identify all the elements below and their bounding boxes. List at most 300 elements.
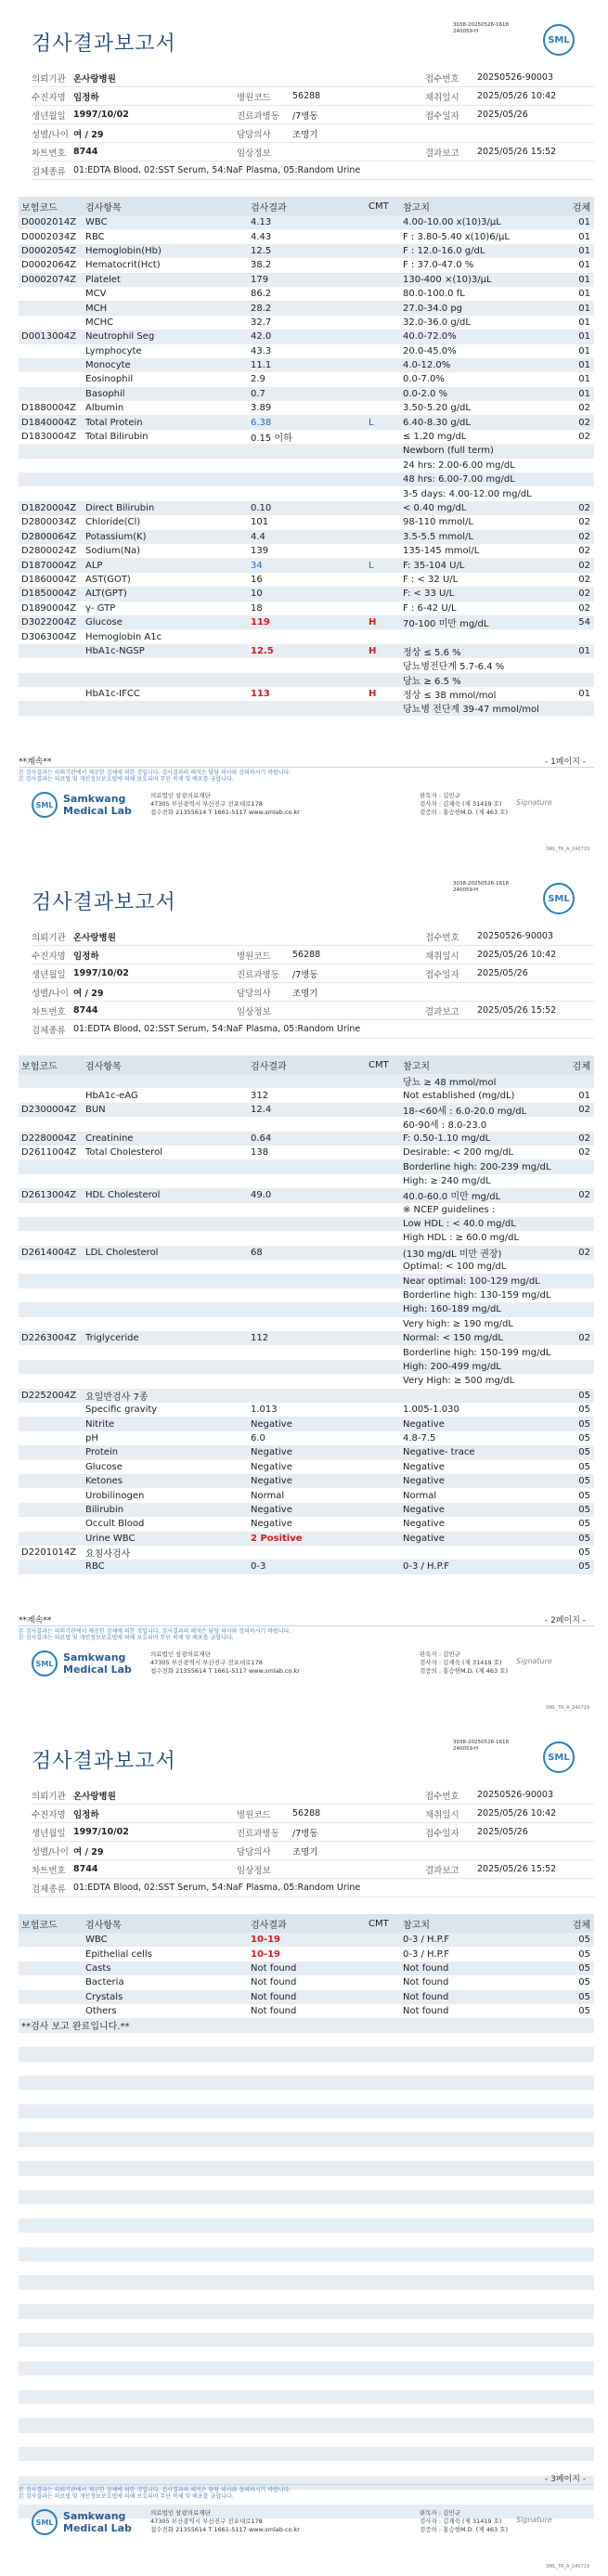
cell-code: D1850004Z [21, 589, 77, 600]
cell-item: Total Bilirubin [85, 432, 149, 443]
cell-ref: 0.0-7.0% [403, 374, 445, 385]
cell-spec: 02 [578, 1333, 590, 1344]
empty-row [19, 2418, 594, 2432]
cell-spec: 05 [578, 1461, 590, 1472]
table-row [19, 459, 594, 472]
recv-value: 2025/05/26 [477, 110, 528, 120]
table-row [19, 1246, 594, 1260]
table-row [19, 344, 594, 358]
table-body [19, 1074, 594, 1574]
dob-value: 1997/10/02 [73, 1827, 129, 1837]
cell-item: Casts [85, 1962, 111, 1974]
cell-item: Monocyte [85, 360, 131, 371]
empty-row [19, 2132, 594, 2146]
table-row [19, 287, 594, 301]
staff-list: 판독자 : 김민규 검사자 : 김재숙 (제 31419 호) 검증의 : 홍승헌M.D. (제 463 호) [420, 792, 508, 816]
cell-ref: 4.8-7.5 [403, 1432, 436, 1443]
cell-spec: 54 [578, 617, 590, 628]
col-item: 검사항목 [85, 1920, 122, 1931]
cell-spec: 02 [578, 1190, 590, 1201]
cell-result: Normal [251, 1490, 285, 1501]
cell-item: WBC [85, 1935, 108, 1946]
cell-result: Negative [251, 1418, 292, 1430]
cell-ref: Negative [403, 1533, 445, 1544]
cell-ref: High: 200-499 mg/dL [403, 1362, 501, 1372]
collect-value: 2025/05/26 10:42 [477, 950, 557, 960]
cell-ref: Negative [403, 1519, 445, 1530]
cell-result: 4.4 [251, 531, 265, 542]
cell-ref: Not found [403, 1977, 449, 1988]
cell-ref: High HDL : ≥ 60.0 mg/dL [403, 1233, 520, 1244]
cell-result: Negative [251, 1461, 292, 1472]
cell-item: ALT(GPT) [85, 589, 127, 600]
staff-list: 판독자 : 김민규 검사자 : 김재숙 (제 31419 호) 검증의 : 홍승헌M.D. (제 463 호) [420, 1650, 508, 1675]
col-cmt: CMT [369, 1918, 389, 1929]
cell-spec: 05 [578, 1977, 590, 1988]
cell-item: AST(GOT) [85, 574, 131, 585]
hospital-label: 의뢰기관 [32, 932, 66, 943]
cell-spec: 01 [578, 1090, 590, 1101]
cell-spec: 05 [578, 1533, 590, 1544]
empty-row [19, 2347, 594, 2361]
report-value: 2025/05/26 15:52 [477, 147, 557, 157]
cell-result: 43.3 [251, 345, 272, 356]
footer [19, 789, 594, 826]
cell-result: 113 [251, 689, 270, 700]
cell-item: Eosinophil [85, 374, 134, 385]
cell-result: Negative [251, 1519, 292, 1530]
cell-ref: 70-100 미만 mg/dL [403, 619, 489, 630]
table-header [19, 1914, 594, 1933]
company-address: 의료법인 삼광의료재단 47305 부산광역시 부산진구 전포대로178 접수전화 21355614 T 1661-5117 www.smlab.co.kr [150, 1650, 300, 1675]
table-row [19, 229, 594, 243]
cell-code: D1830004Z [21, 432, 77, 443]
results-table [19, 197, 594, 716]
recv-label: 접수일자 [425, 1828, 459, 1839]
empty-row [19, 2319, 594, 2333]
table-row [19, 1203, 594, 1217]
empty-row [19, 2261, 594, 2275]
cell-result: 3.89 [251, 403, 272, 414]
col-ref: 참고치 [403, 202, 430, 214]
exam-value: 01:EDTA Blood, 02:SST Serum, 54:NaF Plasma, 05:Random Urine [73, 165, 361, 175]
sample-code: 3038-20250526-1618 240059-H [453, 881, 509, 893]
col-code: 보험코드 [21, 1920, 58, 1931]
exam-value: 01:EDTA Blood, 02:SST Serum, 54:NaF Plasma, 05:Random Urine [73, 1024, 361, 1034]
table-row [19, 1331, 594, 1345]
acc-value: 20250526-90003 [477, 72, 554, 83]
cell-result: 11.1 [251, 360, 272, 371]
cell-spec: 01 [578, 360, 590, 371]
cell-ref: ≤ 1.20 mg/dL [403, 432, 467, 443]
dept-value: /7병동 [292, 1828, 318, 1839]
page-title: 검사결과보고서 [32, 891, 176, 914]
empty-row [19, 2118, 594, 2132]
cell-item: Hematocrit(Hct) [85, 260, 161, 271]
acc-label: 접수번호 [425, 73, 459, 84]
table-row [19, 1990, 594, 2004]
footer [19, 1648, 594, 1685]
cell-ref: High: 160-189 mg/dL [403, 1304, 501, 1315]
table-row [19, 673, 594, 687]
cell-spec: 02 [578, 403, 590, 414]
footer-logo: SML [32, 792, 58, 818]
hospital-label: 의뢰기관 [32, 1791, 66, 1802]
cell-result: 0.15 이하 [251, 434, 292, 445]
cell-item: Chloride(Cl) [85, 517, 141, 528]
cell-result: 10 [251, 589, 263, 600]
cell-ref: F : 6-42 U/L [403, 602, 457, 614]
table-row [19, 215, 594, 229]
cell-ref: Not established (mg/dL) [403, 1090, 515, 1101]
col-result: 검사결과 [251, 1061, 287, 1072]
empty-row [19, 2290, 594, 2304]
cell-spec: 05 [578, 1432, 590, 1443]
doctor-value: 조명기 [292, 988, 318, 999]
cell-ref: 3.50-5.20 g/dL [403, 403, 471, 414]
cell-item: Protein [85, 1447, 119, 1458]
cell-spec: 01 [578, 217, 590, 228]
cell-ref: 135-145 mmol/L [403, 546, 480, 557]
sexage-label: 성별/나이 [32, 129, 69, 140]
cell-item: Others [85, 2006, 117, 2017]
empty-row [19, 2219, 594, 2233]
cell-result: Not found [251, 1977, 297, 1988]
cell-ref: 24 hrs: 2.00-6.00 mg/dL [403, 460, 515, 471]
empty-row [19, 2390, 594, 2404]
cell-ref: 정상 ≤ 5.6 % [403, 647, 461, 658]
exam-label: 검체종류 [32, 1025, 66, 1036]
cell-result: 42.0 [251, 331, 272, 343]
name-label: 수진자명 [32, 92, 66, 103]
table-row [19, 358, 594, 372]
cell-item: Sodium(Na) [85, 546, 141, 557]
cell-ref: F : < 32 U/L [403, 574, 459, 585]
clinical-label: 임상정보 [237, 148, 271, 159]
report-page-1 [0, 0, 608, 859]
cell-item: HbA1c-NGSP [85, 645, 145, 656]
cell-spec: 05 [578, 1948, 590, 1960]
cell-ref: 18-<60세 : 6.0-20.0 mg/dL [403, 1106, 527, 1117]
col-ref: 참고치 [403, 1920, 430, 1931]
cell-ref: 3.5-5.5 mmol/L [403, 531, 473, 542]
cell-ref: ※ NCEP guidelines : [403, 1204, 496, 1215]
doctor-label: 담당의사 [237, 129, 271, 140]
table-row [19, 1560, 594, 1573]
cell-spec: 01 [578, 245, 590, 256]
cell-ref: 0.0-2.0 % [403, 388, 448, 399]
cell-code: D0002074Z [21, 274, 77, 285]
dob-value: 1997/10/02 [73, 110, 129, 120]
cell-ref: (130 mg/dL 미만 권장) [403, 1249, 502, 1260]
sml-logo: SML [543, 24, 575, 56]
dept-value: /7병동 [292, 969, 318, 980]
report-label: 결과보고 [425, 148, 459, 159]
cell-code: D2300004Z [21, 1104, 77, 1115]
table-row [19, 1260, 594, 1274]
disclaimer: 본 검사결과는 의뢰기관에서 제공한 검체에 의한 것입니다. 검사결과의 해석은 담당 의사와 상의하시기 바랍니다. 본 검사결과는 의료법 및 개인정보보호법에 의해 보호되며 무단 복제 및 배포를 금합니다. [19, 2484, 594, 2503]
company-name: Samkwang Medical Lab [63, 793, 132, 817]
table-row [19, 1417, 594, 1430]
chartno-value: 8744 [73, 1005, 98, 1016]
table-row [19, 544, 594, 558]
table-row [19, 1302, 594, 1316]
table-row [19, 1103, 594, 1117]
doctor-label: 담당의사 [237, 1846, 271, 1858]
sample-code: 3038-20250526-1618 240059-H [453, 22, 509, 34]
cell-ref: 32.0-36.0 g/dL [403, 317, 471, 328]
cell-spec: 05 [578, 1519, 590, 1530]
table-header [19, 1055, 594, 1074]
cell-spec: 05 [578, 1447, 590, 1458]
cell-ref: Very High: ≥ 500 mg/dL [403, 1376, 515, 1387]
cell-result: 12.5 [251, 245, 272, 256]
cell-code: D1860004Z [21, 574, 77, 585]
cell-spec: 02 [578, 1133, 590, 1144]
acc-label: 접수번호 [425, 932, 459, 943]
table-row [19, 1403, 594, 1417]
table-row [19, 1546, 594, 1560]
table-row [19, 1274, 594, 1288]
cell-ref: Optimal: < 100 mg/dL [403, 1262, 507, 1273]
results-table [19, 1055, 594, 1574]
table-row [19, 1374, 594, 1388]
table-row [19, 1159, 594, 1173]
cell-item: Glucose [85, 1461, 123, 1472]
cell-spec: 01 [578, 289, 590, 300]
cell-result: 0.7 [251, 388, 265, 399]
cell-spec: 01 [578, 274, 590, 285]
cell-item: MCV [85, 289, 107, 300]
cell-spec: 02 [578, 1247, 590, 1258]
cell-item: Lymphocyte [85, 345, 142, 356]
company-address: 의료법인 삼광의료재단 47305 부산광역시 부산진구 전포대로178 접수전화 21355614 T 1661-5117 www.smlab.co.kr [150, 2509, 300, 2533]
cell-result: 10-19 [251, 1935, 280, 1946]
table-row [19, 2004, 594, 2018]
table-row [19, 1389, 594, 1403]
signature: Signature [516, 1657, 552, 1665]
exam-value: 01:EDTA Blood, 02:SST Serum, 54:NaF Plasma, 05:Random Urine [73, 1883, 361, 1893]
cell-code: D2800034Z [21, 517, 77, 528]
cell-item: MCH [85, 303, 108, 314]
disclaimer: 본 검사결과는 의뢰기관에서 제공한 검체에 의한 것입니다. 검사결과의 해석은 담당 의사와 상의하시기 바랍니다. 본 검사결과는 의료법 및 개인정보보호법에 의해 보호되며 무단 복제 및 배포를 금합니다. [19, 767, 594, 785]
cell-spec: 05 [578, 1405, 590, 1416]
cell-item: HbA1c-IFCC [85, 689, 140, 700]
table-row [19, 387, 594, 401]
cell-ref: Not found [403, 1962, 449, 1974]
cell-item: pH [85, 1432, 98, 1443]
empty-row [19, 2147, 594, 2161]
table-row [19, 1317, 594, 1331]
cell-ref: Normal: < 150 mg/dL [403, 1333, 503, 1344]
company-address: 의료법인 삼광의료재단 47305 부산광역시 부산진구 전포대로178 접수전화 21355614 T 1661-5117 www.smlab.co.kr [150, 792, 300, 816]
table-row [19, 1474, 594, 1488]
table-row [19, 258, 594, 272]
cell-code: D2800024Z [21, 546, 77, 557]
dept-label: 진료과병동 [237, 969, 279, 980]
cell-spec: 01 [578, 331, 590, 343]
table-row [19, 1460, 594, 1474]
exam-label: 검체종류 [32, 166, 66, 177]
table-row [19, 629, 594, 643]
report-value: 2025/05/26 15:52 [477, 1005, 557, 1016]
cell-ref: 20.0-45.0% [403, 345, 457, 356]
table-row [19, 1947, 594, 1961]
table-row [19, 558, 594, 572]
cell-ref: Negative [403, 1418, 445, 1430]
page-code: SML_TR_A_240719 [546, 2564, 589, 2570]
cell-item: Epithelial cells [85, 1948, 152, 1960]
table-row [19, 687, 594, 701]
cell-result: Negative [251, 1447, 292, 1458]
cell-ref: 130-400 ×(10)3/µL [403, 274, 492, 285]
cell-item: 요침사검사 [85, 1549, 131, 1560]
collect-value: 2025/05/26 10:42 [477, 91, 557, 101]
table-row [19, 1933, 594, 1947]
cell-code: D2613004Z [21, 1190, 77, 1201]
cell-code: D1820004Z [21, 503, 77, 513]
table-row [19, 1961, 594, 1975]
cell-item: RBC [85, 231, 105, 242]
empty-row [19, 2247, 594, 2261]
cell-ref: F: 0.50-1.10 mg/dL [403, 1133, 491, 1144]
hospital-value: 온사랑병원 [73, 932, 116, 943]
table-row [19, 430, 594, 444]
hospital-value: 온사랑병원 [73, 73, 116, 84]
sexage-value: 여 / 29 [73, 1846, 104, 1858]
cell-code: D0013004Z [21, 331, 77, 343]
cell-code: D2611004Z [21, 1147, 77, 1159]
report-page-2 [0, 859, 608, 1717]
continue-note: **계속** [19, 1616, 52, 1625]
cell-code: D1890004Z [21, 602, 77, 614]
cell-ref: Not found [403, 2006, 449, 2017]
chartno-value: 8744 [73, 147, 98, 157]
cell-result: 10-19 [251, 1948, 280, 1960]
cell-spec: 01 [578, 317, 590, 328]
report-page-3 [0, 1717, 608, 2576]
cell-result: 6.38 [251, 417, 272, 428]
cell-ref: Negative [403, 1476, 445, 1487]
table-row [19, 1517, 594, 1531]
cell-ref: 정상 ≤ 38 mmol/mol [403, 691, 497, 702]
cell-item: Creatinine [85, 1133, 134, 1144]
hospital-value: 온사랑병원 [73, 1791, 116, 1802]
cell-item: Bacteria [85, 1977, 124, 1988]
cell-spec: 05 [578, 1561, 590, 1573]
cell-spec: 02 [578, 432, 590, 443]
cell-ref: F: 35-104 U/L [403, 560, 465, 571]
clinical-label: 임상정보 [237, 1006, 271, 1017]
dob-value: 1997/10/02 [73, 968, 129, 978]
table-header [19, 197, 594, 215]
cell-spec: 02 [578, 417, 590, 428]
recv-value: 2025/05/26 [477, 1827, 528, 1837]
table-row [19, 330, 594, 343]
cell-ref: 98-110 mmol/L [403, 517, 473, 528]
cell-spec: 01 [578, 231, 590, 242]
cell-result: 12.5 [251, 645, 274, 656]
chartno-label: 차트번호 [32, 1006, 66, 1017]
cell-ref: Normal [403, 1490, 437, 1501]
cell-spec: 05 [578, 1991, 590, 2002]
cell-item: Basophil [85, 388, 125, 399]
cell-item: HDL Cholesterol [85, 1190, 161, 1201]
cell-result: 1.013 [251, 1405, 278, 1416]
cell-ref: 0-3 / H.P.F [403, 1561, 449, 1573]
cell-ref: Negative- trace [403, 1447, 475, 1458]
col-item: 검사항목 [85, 1061, 122, 1072]
cell-result: Not found [251, 2006, 297, 2017]
cell-ref: 4.00-10.00 x(10)3/µL [403, 217, 501, 228]
cell-item: Direct Bilirubin [85, 503, 155, 513]
col-cmt: CMT [369, 201, 389, 212]
table-row [19, 1503, 594, 1517]
cell-result: Negative [251, 1504, 292, 1515]
cell-result: 68 [251, 1247, 263, 1258]
cell-ref: 당뇨 ≥ 6.5 % [403, 676, 461, 687]
cell-ref: Borderline high: 200-239 mg/dL [403, 1161, 551, 1172]
dept-label: 진료과병동 [237, 1828, 279, 1839]
cell-ref: Not found [403, 1991, 449, 2002]
table-row [19, 472, 594, 486]
table-row [19, 530, 594, 544]
cell-result: 86.2 [251, 289, 272, 300]
cell-ref: 1.005-1.030 [403, 1405, 459, 1416]
patient-info [32, 1786, 594, 1897]
cell-result: 138 [251, 1147, 269, 1159]
results-table [19, 1914, 594, 2518]
sexage-label: 성별/나이 [32, 988, 69, 999]
cell-result: 179 [251, 274, 269, 285]
cell-code: D2614004Z [21, 1247, 77, 1258]
cell-result: 38.2 [251, 260, 272, 271]
cell-ref: 0-3 / H.P.F [403, 1948, 449, 1960]
cell-cmt: L [369, 417, 374, 428]
cell-code: D0002054Z [21, 245, 77, 256]
empty-row [19, 2447, 594, 2461]
empty-row [19, 2033, 594, 2047]
cell-item: Specific gravity [85, 1405, 158, 1416]
cell-item: Ketones [85, 1476, 123, 1487]
cell-item: Urobilinogen [85, 1490, 145, 1501]
col-spec: 검체 [572, 202, 590, 214]
table-row [19, 444, 594, 458]
table-row [19, 1132, 594, 1146]
cell-spec: 05 [578, 2006, 590, 2017]
col-ref: 참고치 [403, 1061, 430, 1072]
report-header [0, 859, 608, 920]
cell-ref: 당뇨병전단계 5.7-6.4 % [403, 662, 505, 673]
chart-label: 병원코드 [237, 1809, 271, 1820]
col-result: 검사결과 [251, 202, 287, 214]
report-header [0, 0, 608, 61]
cell-spec: 02 [578, 589, 590, 600]
cell-spec: 05 [578, 1504, 590, 1515]
table-row [19, 1488, 594, 1502]
table-row [19, 701, 594, 715]
cell-spec: 01 [578, 303, 590, 314]
cell-spec: 05 [578, 1547, 590, 1559]
cell-ref: F: < 33 U/L [403, 589, 455, 600]
empty-row [19, 2161, 594, 2175]
patient-info [32, 927, 594, 1039]
report-label: 결과보고 [425, 1865, 459, 1876]
cell-spec: 01 [578, 388, 590, 399]
empty-row [19, 2275, 594, 2289]
sexage-value: 여 / 29 [73, 129, 104, 140]
cell-ref: Negative [403, 1461, 445, 1472]
